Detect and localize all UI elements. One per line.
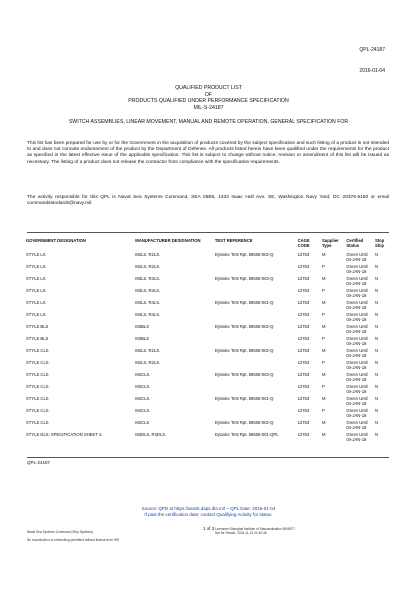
certified-status-cell: Green Until 04-JAN-18 xyxy=(346,384,368,394)
supplier-type-cell: M xyxy=(321,396,326,401)
activity-paragraph: The activity responsible for this QPL is Naval Sea Systems Command, SEA 05B5, 1333 Isaac Hull Ave. SE, Washington Navy Yard, DC 20376-5160 or email commandstandards@navy.mil. xyxy=(27,195,389,207)
cage-code-cell: 12763 xyxy=(297,252,310,257)
certified-status-cell: Green Until 04-JAN-18 xyxy=(346,264,368,274)
test-reference-cell: Dynalec Test Rpt. 66505-002-Q xyxy=(214,420,274,425)
certified-status-cell: Green Until 04-JAN-18 xyxy=(346,300,368,310)
stop-ship-cell: N xyxy=(374,288,379,293)
cage-code-cell: 12763 xyxy=(297,348,310,353)
title-line: QUALIFIED PRODUCT LIST xyxy=(175,85,242,91)
certified-status-cell: Green Until 04-JAN-18 xyxy=(346,336,368,346)
manufacturer-designation-cell: M4LS, R4LS. xyxy=(135,300,161,305)
government-designation-cell: STYLE CLS xyxy=(26,372,49,377)
test-reference-cell xyxy=(214,288,297,300)
supplier-type-cell: M xyxy=(321,324,326,329)
certified-status-cell: Green Until 04-JAN-18 xyxy=(346,348,368,358)
table-row xyxy=(25,300,391,312)
footer-right xyxy=(215,527,295,535)
header-test-reference: TEST REFERENCE xyxy=(214,238,253,243)
manufacturer-designation-cell: M3LS, R3LS. xyxy=(135,288,161,293)
stop-ship-cell: N xyxy=(374,264,379,269)
table-row xyxy=(25,288,391,300)
page-number: 1 of 3 xyxy=(202,526,215,531)
header-manufacturer-designation: MANUFACTURER DESIGNATION xyxy=(135,238,201,243)
certified-status-cell: Green Until 04-JAN-18 xyxy=(346,288,368,298)
source-link[interactable]: Source: QPD at https://assist.daps.dla.mil -- QPL Date: 2016-01-04 xyxy=(141,506,276,511)
government-designation-cell: STYLE LS xyxy=(26,312,46,317)
supplier-type-cell: P xyxy=(321,360,325,365)
supplier-type-cell: P xyxy=(321,288,325,293)
cage-code-cell: 12763 xyxy=(297,264,310,269)
certified-status-cell: Green Until 04-JAN-18 xyxy=(346,408,368,418)
government-designation-cell: STYLE BLS xyxy=(26,336,49,341)
test-reference-cell xyxy=(214,384,297,396)
government-designation-cell: STYLE LS xyxy=(26,252,46,257)
certified-status-cell: Green Until 04-JAN-18 xyxy=(346,324,368,334)
footer-left-line: Naval Sea Systems Command (Ship Systems) xyxy=(27,530,93,534)
test-reference-cell: Dynalec Test Rpt. 66505-001-Q xyxy=(214,396,274,401)
manufacturer-designation-cell: M3DLS, R3DLS. xyxy=(135,432,167,437)
manufacturer-designation-cell: M3CLS. xyxy=(135,372,151,377)
test-reference-cell xyxy=(214,360,297,372)
doc-date: 2016-01-04 xyxy=(359,68,385,74)
stop-ship-cell: N xyxy=(374,336,379,341)
stop-ship-cell: N xyxy=(374,324,379,329)
cage-code-cell: 12763 xyxy=(297,312,310,317)
cage-code-cell: 12763 xyxy=(297,276,310,281)
table-row xyxy=(25,372,391,384)
footer-doc-id: QPL-24187 xyxy=(27,460,51,465)
manufacturer-designation-cell: M2LS, R2LS. xyxy=(135,264,161,269)
table-row xyxy=(25,264,391,276)
government-designation-cell: STYLE CLS xyxy=(26,396,49,401)
manufacturer-designation-cell: M2LS, R2LS. xyxy=(135,360,161,365)
supplier-type-cell: M xyxy=(321,348,326,353)
intro-paragraph: This list has been prepared for use by or for the Government in the acquisition of products covered by the subject specification and such listing of a product is not intended to and does not connote endorsement of the product by the Department of Defense. All products listed herein have been qualified under the requirements for the product as specified in the latest effective issue of the applicable specification. This list is subject to change without notice; revision or amendment of this list will be issued as necessary. The listing of a product does not release the contractor from compliance with the specification requirements. xyxy=(27,141,389,165)
table-row xyxy=(25,432,391,444)
divider xyxy=(27,232,389,233)
footer-left-line: No reproduction or networking permitted without license from IHS xyxy=(27,538,120,542)
manufacturer-designation-cell: M2LS, R2LS. xyxy=(135,252,161,257)
supplier-type-cell: M xyxy=(321,432,326,437)
cage-code-cell: 12763 xyxy=(297,396,310,401)
cage-code-cell: 12763 xyxy=(297,420,310,425)
certified-status-cell: Green Until 04-JAN-18 xyxy=(346,360,368,370)
government-designation-cell: STYLE LS xyxy=(26,288,46,293)
cage-code-cell: 12763 xyxy=(297,372,310,377)
test-reference-cell xyxy=(214,312,297,324)
certified-status-cell: Green Until 04-JAN-18 xyxy=(346,420,368,430)
cage-code-cell: 12763 xyxy=(297,360,310,365)
stop-ship-cell: N xyxy=(374,348,379,353)
table-row xyxy=(25,348,391,360)
supplier-type-cell: P xyxy=(321,384,325,389)
certified-status-cell: Green Until 04-JAN-18 xyxy=(346,372,368,382)
cage-code-cell: 12763 xyxy=(297,324,310,329)
doc-id: QPL-24187 xyxy=(359,47,385,53)
certified-status-cell: Green Until 04-JAN-18 xyxy=(346,276,368,286)
title-line: PRODUCTS QUALIFIED UNDER PERFORMANCE SPECIFICATION xyxy=(128,98,289,105)
footer-right-line: Licensee=Shanghai Institute of Standardization 5908977 xyxy=(215,527,296,531)
certified-status-cell: Green Until 04-JAN-18 xyxy=(346,252,368,262)
certified-status-cell: Green Until 04-JAN-18 xyxy=(346,312,368,322)
test-reference-cell xyxy=(214,264,297,276)
stop-ship-cell: N xyxy=(374,360,379,365)
certified-status-cell: Green Until 04-JAN-18 xyxy=(346,432,368,442)
table-row xyxy=(25,360,391,372)
manufacturer-designation-cell: M2LS, R2LS. xyxy=(135,348,161,353)
certification-note: If past the certification date; contact Qualifying Activity for status. xyxy=(144,511,273,517)
subtitle: SWITCH ASSEMBLIES, LINEAR MOVEMENT, MANUAL AND REMOTE OPERATION, GENERAL SPECIFICATION FOR xyxy=(68,119,349,125)
header-stop-ship: Stop Ship xyxy=(374,238,385,248)
footer-left xyxy=(27,530,119,542)
stop-ship-cell: N xyxy=(374,384,379,389)
stop-ship-cell: N xyxy=(374,300,379,305)
supplier-type-cell: P xyxy=(321,264,325,269)
government-designation-cell: STYLE CLS xyxy=(26,348,49,353)
government-designation-cell: STYLE CLS xyxy=(26,408,49,413)
stop-ship-cell: N xyxy=(374,372,379,377)
government-designation-cell: STYLE CLS xyxy=(26,360,49,365)
cage-code-cell: 12763 xyxy=(297,336,310,341)
manufacturer-designation-cell: M3CLS. xyxy=(135,384,151,389)
stop-ship-cell: N xyxy=(374,276,379,281)
test-reference-cell: Dynalec Test Rpt. 66506-001-QPL xyxy=(214,432,279,437)
table-row xyxy=(25,408,391,420)
supplier-type-cell: M xyxy=(321,372,326,377)
government-designation-cell: STYLE BLS xyxy=(26,324,49,329)
test-reference-cell: Dynalec Test Rpt. 66505-003-Q xyxy=(214,276,274,281)
header-cage-code: CAGE CODE xyxy=(297,238,310,248)
supplier-type-cell: M xyxy=(321,252,326,257)
table-row xyxy=(25,384,391,396)
cage-code-cell: 12763 xyxy=(297,384,310,389)
test-reference-cell: Dynalec Test Rpt. 66505-002-Q xyxy=(214,348,274,353)
test-reference-cell: Dynalec Test Rpt. 66505-003-Q xyxy=(214,372,274,377)
supplier-type-cell: P xyxy=(321,336,325,341)
manufacturer-designation-cell: M4LS, R4LS. xyxy=(135,312,161,317)
supplier-type-cell: P xyxy=(321,408,325,413)
manufacturer-designation-cell: M4CLS. xyxy=(135,396,151,401)
table-row xyxy=(25,252,391,264)
government-designation-cell: STYLE LS xyxy=(26,300,46,305)
table-header-row xyxy=(25,238,391,252)
footer-right-line: Not for Resale, 2016-11-13 21:30:46 xyxy=(215,531,267,535)
supplier-type-cell: M xyxy=(321,276,326,281)
manufacturer-designation-cell: M4CLS. xyxy=(135,408,151,413)
table-row xyxy=(25,420,391,432)
header-certified-status: Certified Status xyxy=(346,238,364,248)
cage-code-cell: 12763 xyxy=(297,432,310,437)
table-body xyxy=(25,252,391,444)
manufacturer-designation-cell: M3BLS xyxy=(135,324,149,329)
supplier-type-cell: P xyxy=(321,312,325,317)
header-government-designation: GOVERNMENT DESIGNATION xyxy=(26,238,86,243)
header-supplier-type: Supplier Type xyxy=(321,238,339,248)
supplier-type-cell: M xyxy=(321,300,326,305)
test-reference-cell: Dynalec Test Rpt. 66505-001-Q xyxy=(214,300,274,305)
stop-ship-cell: N xyxy=(374,312,379,317)
manufacturer-designation-cell: M3BLS xyxy=(135,336,149,341)
manufacturer-designation-cell: M2CLS xyxy=(135,420,150,425)
stop-ship-cell: N xyxy=(374,396,379,401)
government-designation-cell: STYLE DLS: SPECIFICATION SHEET 4. xyxy=(26,432,103,437)
title-block xyxy=(0,85,417,111)
stop-ship-cell: N xyxy=(374,408,379,413)
test-reference-cell xyxy=(214,336,297,348)
cage-code-cell: 12763 xyxy=(297,408,310,413)
test-reference-cell xyxy=(214,408,297,420)
table-row xyxy=(25,276,391,288)
test-reference-cell: Dynalec Test Rpt. 66505-002-Q xyxy=(214,324,274,329)
title-line: MIL-S-24187 xyxy=(193,104,224,111)
government-designation-cell: STYLE CLS xyxy=(26,420,49,425)
certified-status-cell: Green Until 04-JAN-18 xyxy=(346,396,368,406)
government-designation-cell: STYLE CLS xyxy=(26,384,49,389)
title-line: OF xyxy=(204,91,213,98)
table-row xyxy=(25,336,391,348)
table-row xyxy=(25,312,391,324)
test-reference-cell: Dynalec Test Rpt. 66505-002-Q xyxy=(214,252,274,257)
table-row xyxy=(25,396,391,408)
supplier-type-cell: M xyxy=(321,420,326,425)
stop-ship-cell: N xyxy=(374,420,379,425)
footer-divider xyxy=(27,457,389,458)
stop-ship-cell: N xyxy=(374,252,379,257)
government-designation-cell: STYLE LS xyxy=(26,264,46,269)
manufacturer-designation-cell: M3LS, R3LS. xyxy=(135,276,161,281)
table-row xyxy=(25,324,391,336)
cage-code-cell: 12763 xyxy=(297,300,310,305)
stop-ship-cell: N xyxy=(374,432,379,437)
qpl-table xyxy=(25,238,391,444)
government-designation-cell: STYLE LS xyxy=(26,276,46,281)
cage-code-cell: 12763 xyxy=(297,288,310,293)
source-note xyxy=(0,506,417,518)
